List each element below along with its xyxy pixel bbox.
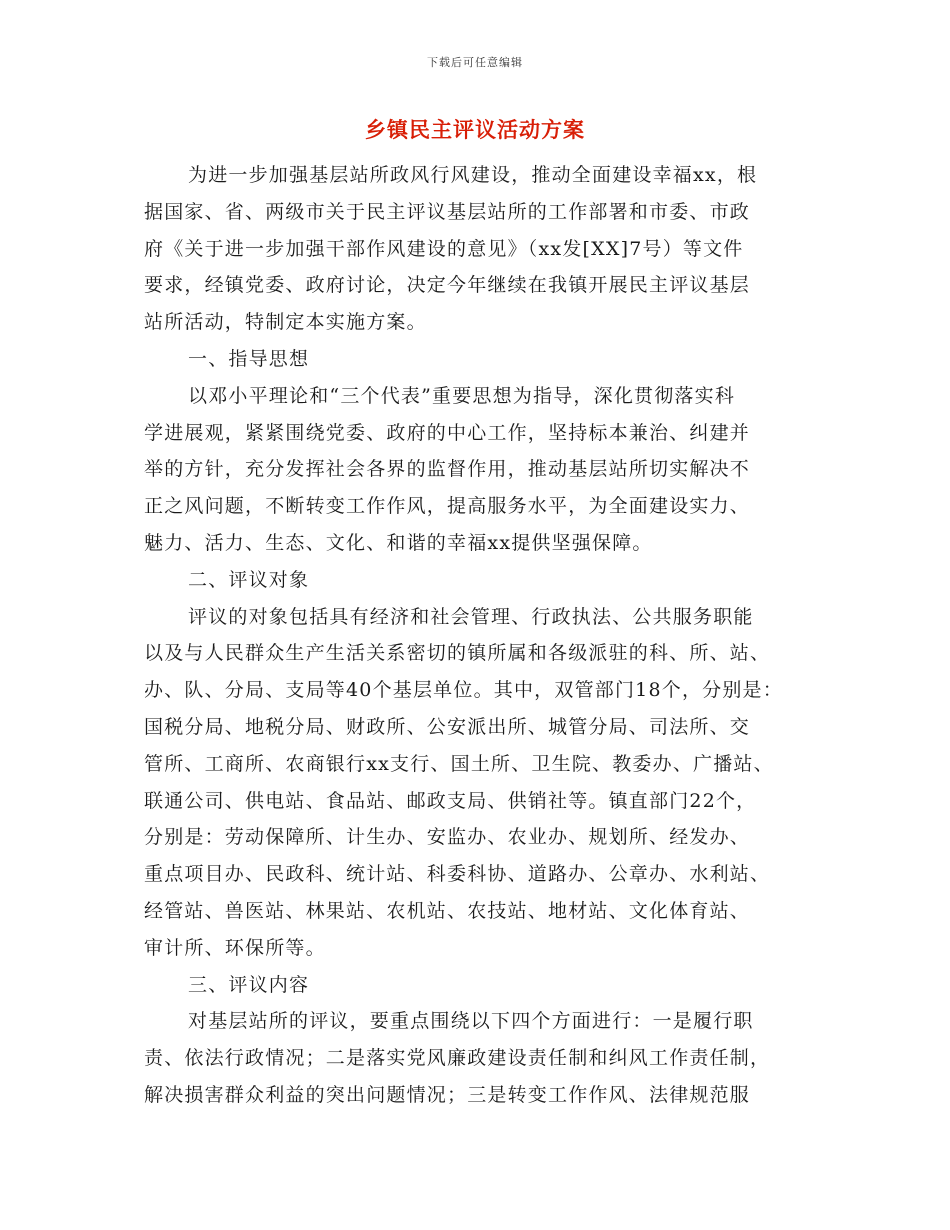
body-line: 对基层站所的评议，要重点围绕以下四个方面进行：一是履行职 [188, 1010, 754, 1033]
body-line: 联通公司、供电站、食品站、邮政支局、供销社等。镇直部门22个， [144, 789, 757, 812]
body-line: 以邓小平理论和“三个代表”重要思想为指导，深化贯彻落实科 [188, 384, 736, 407]
body-line: 经管站、兽医站、林果站、农机站、农技站、地材站、文化体育站、 [144, 899, 751, 922]
body-line: 管所、工商所、农商银行xx支行、国土所、卫生院、教委办、广播站、 [144, 752, 774, 775]
body-line: 站所活动，特制定本实施方案。 [144, 311, 427, 334]
body-line: 解决损害群众利益的突出问题情况；三是转变工作作风、法律规范服 [144, 1083, 751, 1106]
body-line: 国税分局、地税分局、财政所、公安派出所、城管分局、司法所、交 [144, 715, 751, 738]
body-line: 三、评议内容 [188, 973, 310, 996]
body-line: 分别是：劳动保障所、计生办、安监办、农业办、规划所、经发办、 [144, 826, 751, 849]
body-line: 举的方针，充分发挥社会各界的监督作用，推动基层站所切实解决不 [144, 458, 751, 481]
header-note: 下载后可任意编辑 [427, 56, 523, 69]
body-line: 评议的对象包括具有经济和社会管理、行政执法、公共服务职能 [188, 605, 754, 628]
body-line: 要求，经镇党委、政府讨论，决定今年继续在我镇开展民主评议基层 [144, 274, 751, 297]
body-line: 审计所、环保所等。 [144, 936, 326, 959]
body-line: 魅力、活力、生态、文化、和谐的幸福xx提供坚强保障。 [144, 531, 653, 554]
body-line: 正之风问题，不断转变工作作风，提高服务水平，为全面建设实力、 [144, 495, 751, 518]
body-line: 二、评议对象 [188, 568, 310, 591]
body-line: 责、依法行政情况；二是落实党风廉政建设责任制和纠风工作责任制， [144, 1047, 771, 1070]
body-line: 一、指导思想 [188, 347, 310, 370]
document-body [144, 157, 834, 1114]
body-line: 以及与人民群众生产生活关系密切的镇所属和各级派驻的科、所、站、 [144, 642, 771, 665]
document-title: 乡镇民主评议活动方案 [365, 117, 585, 142]
body-line: 为进一步加强基层站所政风行风建设，推动全面建设幸福xx，根 [188, 164, 758, 186]
body-line: 重点项目办、民政科、统计站、科委科协、道路办、公章办、水利站、 [144, 863, 771, 886]
body-line: 据国家、省、两级市关于民主评议基层站所的工作部署和市委、市政 [144, 200, 751, 223]
body-line: 府《关于进一步加强干部作风建设的意见》（xx发[XX]7号）等文件 [144, 237, 744, 260]
body-line: 学进展观，紧紧围绕党委、政府的中心工作，坚持标本兼治、纠建并 [144, 421, 751, 444]
body-line: 办、队、分局、支局等40个基层单位。其中，双管部门18个，分别是： [144, 679, 783, 702]
